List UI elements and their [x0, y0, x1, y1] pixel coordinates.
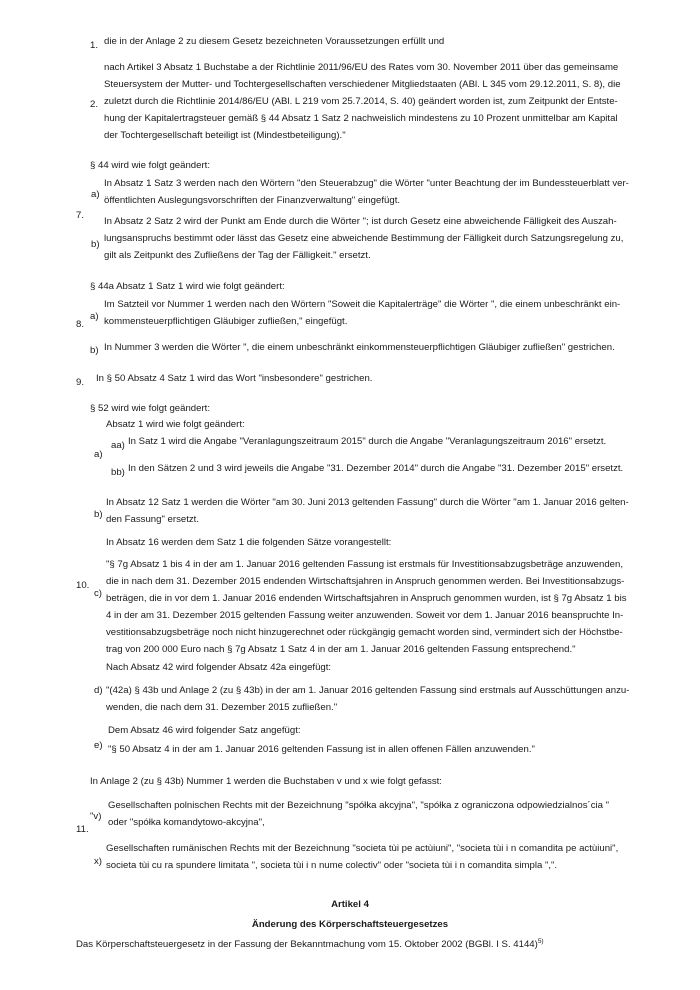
- item-2-line-3: zuletzt durch die Richtlinie 2014/86/EU (ABl. L 219 vom 25.7.2014, S. 40) geändert worden ist, zum Zeitpunkt der Entste-: [104, 96, 618, 107]
- item-10a-bb-text: In den Sätzen 2 und 3 wird jeweils die Angabe "31. Dezember 2014" durch die Angabe "31. Dezember 2015" ersetzt.: [128, 463, 624, 474]
- item-10b-line-2: den Fassung" ersetzt.: [106, 514, 199, 525]
- item-2-line-1: nach Artikel 3 Absatz 1 Buchstabe a der Richtlinie 2011/96/EU des Rates vom 30. November 2011 über das gemeinsame: [104, 62, 619, 73]
- item-8a-line-2: kommensteuerpflichtigen Gläubiger zufließen," eingefügt.: [104, 316, 348, 327]
- item-11-letter-v: "v): [90, 811, 102, 822]
- item-11x-line-1: Gesellschaften rumänischen Rechts mit der Bezeichnung "societa tùi pe actùiuni", "societa tùi i n comandita pe actùiuni",: [106, 843, 619, 854]
- item-7b-line-3: gilt als Zeitpunkt des Zufließens der Tag der Fälligkeit." ersetzt.: [104, 250, 371, 261]
- article-intro: [76, 936, 544, 953]
- item-10-heading: § 52 wird wie folgt geändert:: [90, 403, 210, 414]
- item-10c-heading: In Absatz 16 werden dem Satz 1 die folgenden Sätze vorangestellt:: [106, 537, 392, 548]
- item-2-line-4: hung der Kapitalertragsteuer gemäß § 44 Absatz 1 Satz 2 nachweislich mindestens zu 10 Prozent unmittelbar am Kapital: [104, 113, 618, 124]
- item-10e-heading: Dem Absatz 46 wird folgender Satz angefügt:: [108, 725, 301, 736]
- article-intro-text: Das Körperschaftsteuergesetz in der Fassung der Bekanntmachung vom 15. Oktober 2002 (BGBl. I S. 4144): [76, 939, 538, 950]
- item-8a-line-1: Im Satzteil vor Nummer 1 werden nach den Wörtern "Soweit die Kapitalerträge" die Wörter ", die einem unbeschränkt ein-: [104, 299, 621, 310]
- item-10d-line-2: wenden, die nach dem 31. Dezember 2015 zufließen.": [106, 702, 338, 713]
- item-10a-aa-text: In Satz 1 wird die Angabe "Veranlagungszeitraum 2015" durch die Angabe "Veranlagungszeitraum 2016" ersetzt.: [128, 436, 607, 447]
- item-number-8: 8.: [76, 319, 85, 330]
- item-text-1: die in der Anlage 2 zu diesem Gesetz bezeichneten Voraussetzungen erfüllt und: [104, 36, 445, 47]
- item-11v-line-2: oder "spółka komandytowo-akcyjna",: [108, 817, 265, 828]
- item-10a-heading: Absatz 1 wird wie folgt geändert:: [106, 419, 245, 430]
- item-10c-line-4: 4 in der am 31. Dezember 2015 geltenden Fassung weiter anzuwenden. Soweit vor dem 1. Januar 2016 beanspruchte In-: [106, 610, 624, 621]
- item-10c-line-3: beträgen, die in vor dem 1. Januar 2016 endenden Wirtschaftsjahren in Anspruch genommen wurden, ist § 7g Absatz 1 bis: [106, 593, 627, 604]
- item-10-letter-e: e): [94, 740, 103, 751]
- item-number-7: 7.: [76, 210, 85, 221]
- item-11-heading: In Anlage 2 (zu § 43b) Nummer 1 werden die Buchstaben v und x wie folgt gefasst:: [90, 776, 442, 787]
- item-number-1: 1.: [90, 40, 99, 51]
- item-10-letter-c: c): [94, 588, 102, 599]
- item-10e-line-1: "§ 50 Absatz 4 in der am 1. Januar 2016 geltenden Fassung ist in allen offenen Fällen anzuwenden.": [108, 744, 535, 755]
- item-number-2: 2.: [90, 99, 99, 110]
- item-10a-aa-label: aa): [111, 440, 125, 451]
- item-7b-line-1: In Absatz 2 Satz 2 wird der Punkt am Ende durch die Wörter "; ist durch Gesetz eine abweichende Fälligkeit des Auszah-: [104, 216, 617, 227]
- item-10c-line-6: trag von 200 000 Euro nach § 7g Absatz 1 Satz 4 in der am 1. Januar 2016 geltenden Fassung entsprechend.": [106, 644, 576, 655]
- item-7-letter-a: a): [91, 189, 100, 200]
- item-11-letter-x: x): [94, 856, 102, 867]
- item-10c-line-5: vestitionsabzugsbeträge noch nicht hinzugerechnet oder rückgängig gemacht worden sind, vermindert sich der Höchstbe-: [106, 627, 623, 638]
- item-number-11: 11.: [76, 824, 89, 835]
- item-10-letter-b: b): [94, 509, 103, 520]
- item-10d-heading: Nach Absatz 42 wird folgender Absatz 42a eingefügt:: [106, 662, 332, 673]
- item-number-9: 9.: [76, 377, 85, 388]
- item-10a-bb-label: bb): [111, 467, 125, 478]
- item-2-line-5: der Tochtergesellschaft beteiligt ist (Mindestbeteiligung).": [104, 130, 346, 141]
- item-number-10: 10.: [76, 580, 90, 591]
- item-7-letter-b: b): [91, 239, 100, 250]
- item-10-letter-d: d): [94, 685, 103, 696]
- item-7a-line-1: In Absatz 1 Satz 3 werden nach den Wörtern "den Steuerabzug" die Wörter "unter Beachtung der im Bundessteuerblatt ver-: [104, 178, 629, 189]
- item-11v-line-1: Gesellschaften polnischen Rechts mit der Bezeichnung "spółka akcyjna", "spółka z ograniczona odpowiedzialnos´cia ": [108, 800, 610, 811]
- item-10b-line-1: In Absatz 12 Satz 1 werden die Wörter "am 30. Juni 2013 geltenden Fassung" durch die Wörter "am 1. Januar 2016 gelten-: [106, 497, 629, 508]
- article-number: Artikel 4: [331, 899, 369, 910]
- item-7b-line-2: lungsanspruchs bestimmt oder lässt das Gesetz eine abweichende Bestimmung der Fälligkeit durch Satzungsregelung zu,: [104, 233, 624, 244]
- item-10d-line-1: "(42a) § 43b und Anlage 2 (zu § 43b) in der am 1. Januar 2016 geltenden Fassung sind erstmals auf Ausschüttungen anzu-: [106, 685, 630, 696]
- item-10c-line-1: "§ 7g Absatz 1 bis 4 in der am 1. Januar 2016 geltenden Fassung ist erstmals für Investitionsabzugsbeträge anzuwenden,: [106, 559, 623, 570]
- item-8-letter-a: a): [90, 311, 99, 322]
- item-11x-line-2: societa tùi cu ra spundere limitata ", societa tùi i n nume colectiv" oder "societa tùi i n comandita simpla ",".: [106, 860, 558, 871]
- item-10-letter-a: a): [94, 449, 103, 460]
- item-8-heading: § 44a Absatz 1 Satz 1 wird wie folgt geändert:: [90, 281, 285, 292]
- item-8-letter-b: b): [90, 345, 99, 356]
- item-9-text: In § 50 Absatz 4 Satz 1 wird das Wort "insbesondere" gestrichen.: [96, 373, 373, 384]
- item-7-heading: § 44 wird wie folgt geändert:: [90, 160, 210, 171]
- item-2-line-2: Steuersystem der Mutter- und Tochtergesellschaften verschiedener Mitgliedstaaten (ABl. L 345 vom 29.12.2011, S. 8), die: [104, 79, 621, 90]
- item-10c-line-2: die in nach dem 31. Dezember 2015 endenden Wirtschaftsjahren in Anspruch genommen werden. Bei Investitionsabzugs-: [106, 576, 625, 587]
- article-title: Änderung des Körperschaftsteuergesetzes: [251, 919, 449, 930]
- footnote-marker: 5): [537, 938, 544, 945]
- item-8b-line-1: In Nummer 3 werden die Wörter ", die einem unbeschränkt einkommensteuerpflichtigen Gläubiger zufließen" gestrichen.: [104, 342, 615, 353]
- item-7a-line-2: öffentlichten Auslegungsvorschriften der Finanzverwaltung" eingefügt.: [104, 195, 401, 206]
